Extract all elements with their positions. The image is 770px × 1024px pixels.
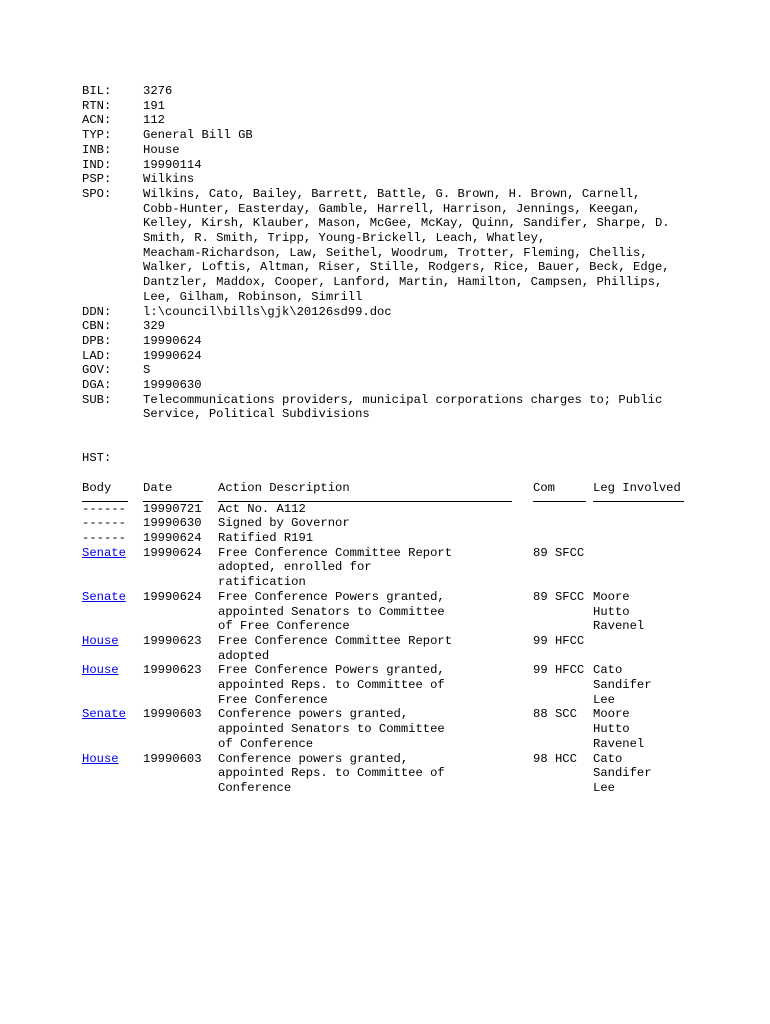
history-action: Free Conference Powers granted, appointed Senators to Committee of Free Conference — [218, 589, 445, 634]
field-label: CBN: — [82, 319, 112, 334]
history-row — [82, 502, 702, 517]
history-body-cell — [82, 546, 143, 590]
field-label: LAD: — [82, 348, 112, 363]
field-row — [82, 158, 702, 173]
history-row — [82, 516, 702, 531]
history-date: 19990623 — [143, 663, 202, 678]
history-body-cell — [82, 590, 143, 634]
history-leg — [593, 516, 693, 531]
field-label: ACN: — [82, 113, 112, 128]
history-action: Ratified R191 — [218, 530, 314, 545]
history-body-cell — [82, 707, 143, 751]
header-body: Body — [82, 480, 112, 495]
field-value: House — [143, 142, 180, 157]
field-value: 329 — [143, 319, 165, 334]
body-link[interactable]: Senate — [82, 545, 126, 560]
history-date: 19990624 — [143, 530, 202, 545]
field-label: INB: — [82, 142, 112, 157]
field-value: 19990624 — [143, 333, 202, 348]
field-value: Wilkins, Cato, Bailey, Barrett, Battle, G. Brown, H. Brown, Carnell, Cobb-Hunter, Easterday, Gamble, Harrell, Harrison, Jennings, Keegan, Kelley, Kirsh, Klauber, Mason, McGee, McKay, Quinn, Sandifer, Sharpe, D. Smith, R. Smith, Tripp, Young-Brickell, Leach, Whatley, Meacham-Richardson, Law, Seithel, Woodrum, Trotter, Fleming, Chellis, Walker, Loftis, Altman, Riser, Stille, Rodgers, Rice, Bauer, Beck, Edge, Dantzler, Maddox, Cooper, Lanford, Martin, Hamilton, Campsen, Phillips, Lee, Gilham, Robinson, Simrill — [143, 186, 670, 304]
field-row — [82, 349, 702, 364]
history-body-cell: ------ — [82, 501, 126, 516]
field-row — [82, 305, 702, 320]
field-label: TYP: — [82, 128, 112, 143]
history-action: Free Conference Powers granted, appointed Reps. to Committee of Free Conference — [218, 663, 445, 707]
history-body-cell: ------ — [82, 516, 126, 531]
field-label: BIL: — [82, 84, 112, 98]
field-row — [82, 113, 702, 128]
header-date: Date — [143, 480, 173, 495]
field-row — [82, 84, 702, 99]
history-action: Free Conference Committee Report adopted, enrolled for ratification — [218, 545, 453, 590]
history-row — [82, 590, 702, 634]
header-action: Action Description — [218, 480, 350, 495]
history-leg — [593, 531, 693, 546]
history-body-cell — [82, 634, 143, 663]
history-date: 19990603 — [143, 751, 202, 766]
history-date: 19990624 — [143, 545, 202, 560]
history-date: 19990721 — [143, 501, 202, 516]
field-value: 19990624 — [143, 348, 202, 363]
history-row — [82, 531, 702, 546]
history-com — [533, 531, 593, 546]
history-section — [82, 451, 702, 795]
history-row — [82, 546, 702, 590]
history-rows — [82, 502, 702, 796]
history-leg: Cato Sandifer Lee — [593, 751, 652, 795]
field-row — [82, 99, 702, 114]
history-com: 89 SFCC — [533, 589, 585, 604]
history-label: HST: — [82, 451, 112, 466]
field-value: 19990114 — [143, 157, 202, 172]
history-leg: Moore Hutto Ravenel — [593, 589, 645, 634]
history-leg — [593, 546, 693, 590]
history-date: 19990630 — [143, 516, 202, 531]
field-label: PSP: — [82, 172, 112, 187]
history-com — [533, 516, 593, 531]
field-value: S — [143, 363, 151, 378]
history-com: 88 SCC — [533, 707, 577, 722]
field-row — [82, 393, 702, 422]
field-value: 112 — [143, 113, 165, 128]
field-label: DPB: — [82, 333, 112, 348]
history-body-cell: ------ — [82, 530, 126, 545]
history-com: 99 HFCC — [533, 633, 585, 648]
body-link[interactable]: House — [82, 633, 119, 648]
history-row — [82, 634, 702, 663]
history-leg — [593, 634, 693, 663]
field-row — [82, 363, 702, 378]
field-label: SUB: — [82, 392, 112, 407]
body-link[interactable]: Senate — [82, 589, 126, 604]
history-action: Conference powers granted, appointed Senators to Committee of Conference — [218, 707, 445, 751]
history-action: Free Conference Committee Report adopted — [218, 633, 453, 663]
field-row — [82, 378, 702, 393]
body-link[interactable]: House — [82, 751, 119, 766]
history-com — [533, 502, 593, 517]
history-leg: Cato Sandifer Lee — [593, 663, 652, 707]
field-value: Wilkins — [143, 172, 195, 187]
history-com: 89 SFCC — [533, 545, 585, 560]
body-link[interactable]: House — [82, 663, 119, 678]
field-label: IND: — [82, 157, 112, 172]
history-date: 19990623 — [143, 633, 202, 648]
field-label: DDN: — [82, 304, 112, 319]
history-date: 19990624 — [143, 589, 202, 604]
field-label: DGA: — [82, 378, 112, 393]
bill-fields — [82, 84, 702, 422]
field-label: RTN: — [82, 98, 112, 113]
field-row — [82, 128, 702, 143]
field-value: l:\council\bills\gjk\20126sd99.doc — [143, 304, 392, 319]
field-label: GOV: — [82, 363, 112, 378]
history-row — [82, 707, 702, 751]
history-action: Conference powers granted, appointed Reps. to Committee of Conference — [218, 751, 445, 795]
history-leg: Moore Hutto Ravenel — [593, 707, 645, 751]
history-action: Act No. A112 — [218, 501, 306, 516]
field-value: 3276 — [143, 84, 173, 98]
field-label: SPO: — [82, 186, 112, 201]
field-value: 191 — [143, 98, 165, 113]
history-leg — [593, 502, 693, 517]
field-row — [82, 187, 702, 305]
field-value: Telecommunications providers, municipal corporations charges to; Public Service, Political Subdivisions — [143, 392, 663, 422]
history-row — [82, 663, 702, 707]
header-leg: Leg Involved — [593, 480, 681, 495]
field-row — [82, 319, 702, 334]
history-body-cell — [82, 752, 143, 796]
history-date: 19990603 — [143, 707, 202, 722]
bill-record — [82, 84, 702, 796]
header-com: Com — [533, 480, 555, 495]
field-row — [82, 143, 702, 158]
body-link[interactable]: Senate — [82, 707, 126, 722]
field-value: 19990630 — [143, 378, 202, 393]
field-row — [82, 334, 702, 349]
history-com: 98 HCC — [533, 751, 577, 766]
history-action: Signed by Governor — [218, 516, 350, 531]
field-row — [82, 172, 702, 187]
history-header-row — [82, 481, 702, 496]
history-com: 99 HFCC — [533, 663, 585, 678]
field-value: General Bill GB — [143, 128, 253, 143]
history-body-cell — [82, 663, 143, 707]
history-row — [82, 752, 702, 796]
